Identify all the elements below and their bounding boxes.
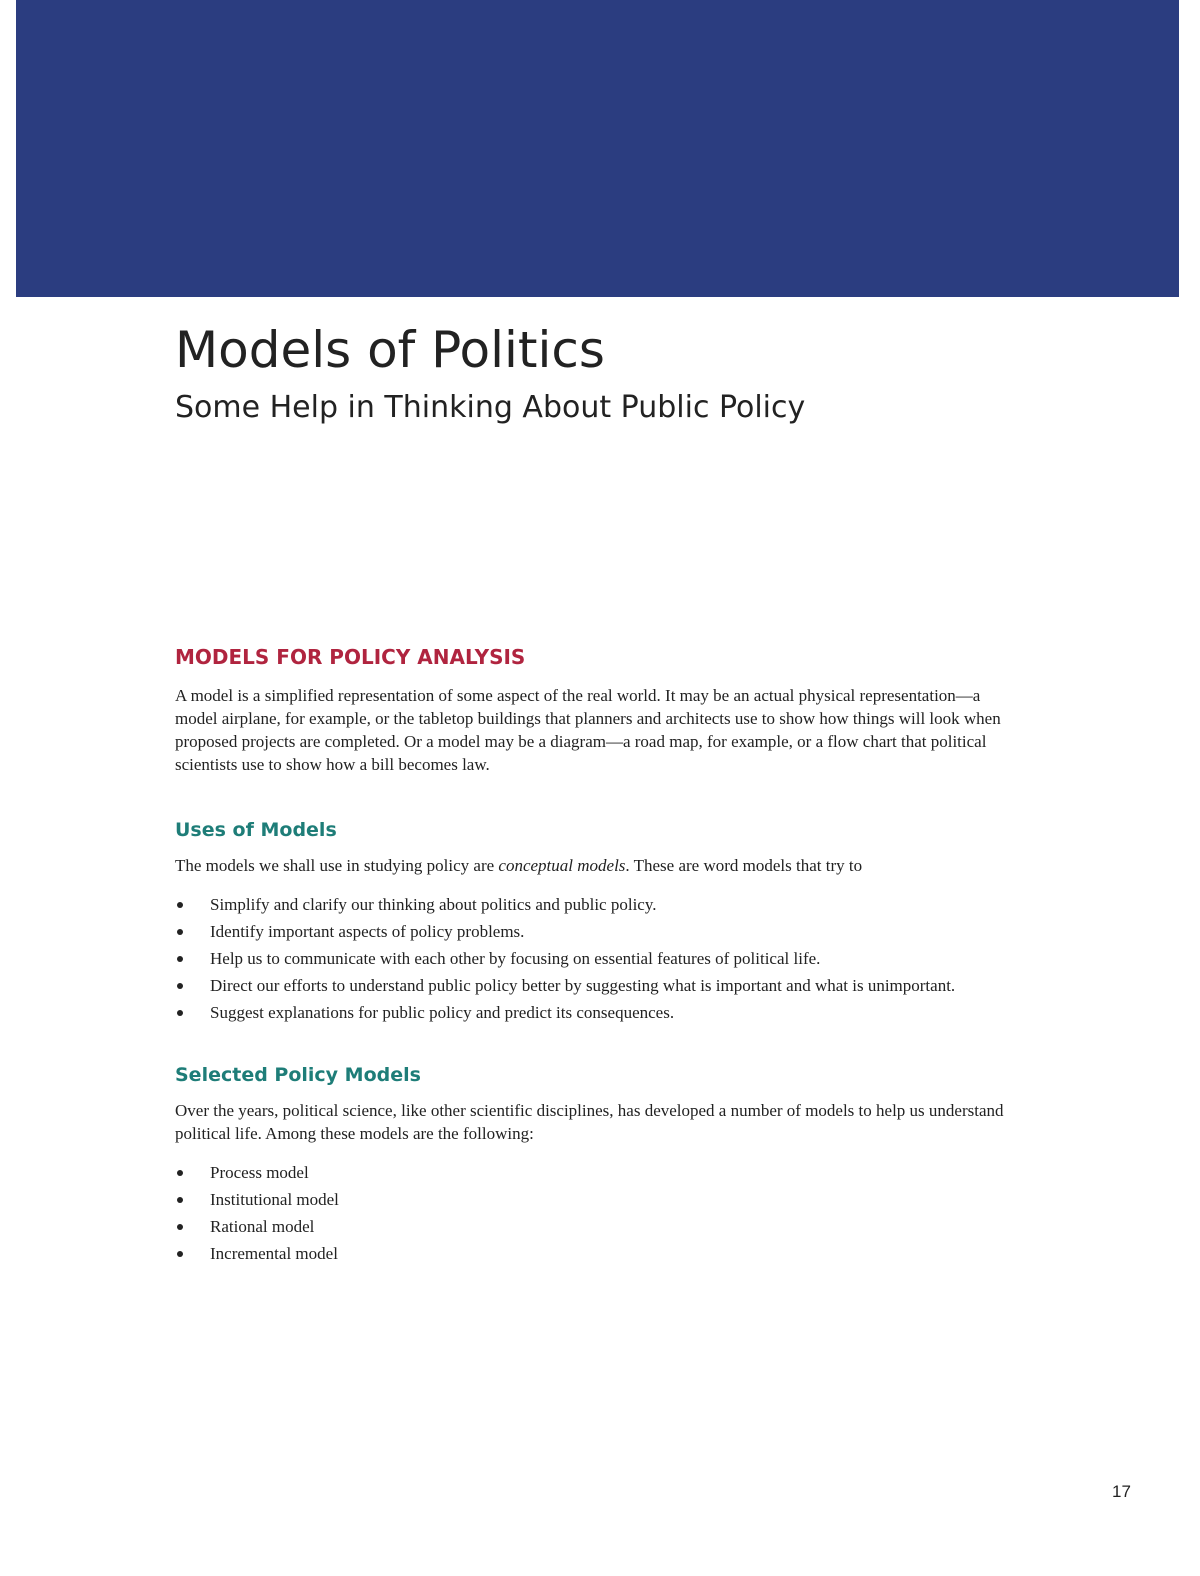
list-item	[175, 1215, 1025, 1238]
selected-models-heading: Selected Policy Models	[175, 1064, 421, 1086]
uses-intro	[175, 854, 1025, 877]
list-item	[175, 1188, 1025, 1211]
bullet-icon	[177, 983, 183, 989]
list-item	[175, 920, 1025, 943]
list-item	[175, 1161, 1025, 1184]
page-content	[175, 642, 1025, 1269]
list-item-text: Suggest explanations for public policy and predict its consequences.	[210, 1003, 675, 1022]
selected-models-list	[175, 1161, 1025, 1265]
section-paragraph: A model is a simplified representation of some aspect of the real world. It may be an actual physical representation—a model airplane, for example, or the tabletop buildings that planners and architects use to show how things will look when proposed projects are completed. Or a model may be a diagram—a road map, for example, or a flow chart that political scientists use to show how a bill becomes law.	[175, 686, 1001, 774]
selected-models-intro: Over the years, political science, like other scientific disciplines, has developed a number of models to help us understand political life. Among these models are the following:	[175, 1101, 1004, 1143]
list-item-text: Identify important aspects of policy problems.	[210, 922, 525, 941]
bullet-icon	[177, 1170, 183, 1176]
list-item-text: Institutional model	[210, 1190, 339, 1209]
list-item	[175, 1001, 1025, 1024]
bullet-icon	[177, 1010, 183, 1016]
list-item	[175, 1242, 1025, 1265]
section-heading: MODELS FOR POLICY ANALYSIS	[175, 645, 526, 669]
list-item	[175, 974, 1025, 997]
list-item-text: Simplify and clarify our thinking about politics and public policy.	[210, 895, 657, 914]
top-banner	[16, 0, 1179, 297]
uses-list	[175, 893, 1025, 1024]
list-item-text: Process model	[210, 1163, 309, 1182]
uses-intro-emphasis: conceptual models	[498, 856, 626, 875]
uses-heading: Uses of Models	[175, 819, 337, 841]
uses-intro-after: . These are word models that try to	[625, 856, 863, 875]
list-item-text: Direct our efforts to understand public policy better by suggesting what is important and what is unimportant.	[210, 976, 956, 995]
list-item-text: Rational model	[210, 1217, 315, 1236]
page-number: 17	[1112, 1482, 1131, 1501]
chapter-subtitle: Some Help in Thinking About Public Policy	[175, 390, 806, 425]
bullet-icon	[177, 929, 183, 935]
chapter-title: Models of Politics	[175, 321, 605, 379]
list-item-text: Help us to communicate with each other by focusing on essential features of political life.	[210, 949, 821, 968]
bullet-icon	[177, 1224, 183, 1230]
bullet-icon	[177, 1197, 183, 1203]
bullet-icon	[177, 1251, 183, 1257]
list-item	[175, 893, 1025, 916]
bullet-icon	[177, 956, 183, 962]
uses-intro-before: The models we shall use in studying policy are	[175, 856, 499, 875]
list-item	[175, 947, 1025, 970]
list-item-text: Incremental model	[210, 1244, 338, 1263]
bullet-icon	[177, 902, 183, 908]
